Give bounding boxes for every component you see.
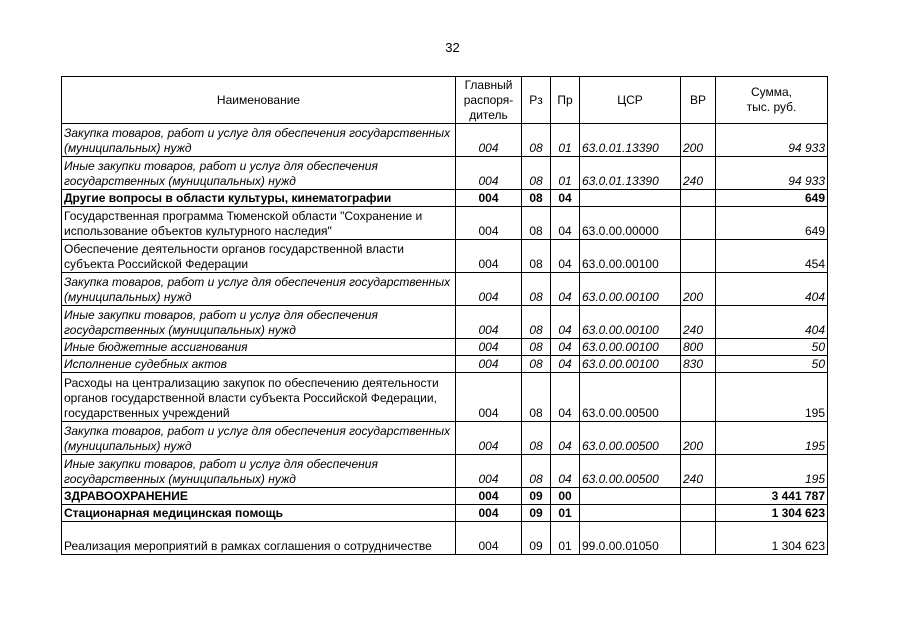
row-sum: 50 xyxy=(716,339,828,356)
header-row xyxy=(62,77,828,124)
table-row xyxy=(62,190,828,207)
row-csr: 63.0.00.00100 xyxy=(580,273,681,306)
row-name: Закупка товаров, работ и услуг для обеспечения государственных (муниципальных) нужд xyxy=(62,422,456,455)
row-pr: 04 xyxy=(551,339,580,356)
row-rz: 09 xyxy=(522,488,551,505)
row-sum: 1 304 623 xyxy=(716,505,828,522)
header-grbs xyxy=(456,77,522,124)
row-rz: 09 xyxy=(522,522,551,555)
row-vr: 240 xyxy=(681,157,716,190)
row-sum: 404 xyxy=(716,306,828,339)
header-csr: ЦСР xyxy=(580,77,681,124)
row-grbs: 004 xyxy=(456,455,522,488)
table-row xyxy=(62,356,828,373)
row-sum: 649 xyxy=(716,190,828,207)
row-name: Иные закупки товаров, работ и услуг для обеспечения государственных (муниципальных) нужд xyxy=(62,306,456,339)
header-vr: ВР xyxy=(681,77,716,124)
page-number: 32 xyxy=(445,40,460,55)
row-csr: 63.0.00.00100 xyxy=(580,356,681,373)
row-name: Закупка товаров, работ и услуг для обеспечения государственных (муниципальных) нужд xyxy=(62,124,456,157)
row-pr: 04 xyxy=(551,240,580,273)
row-pr: 00 xyxy=(551,488,580,505)
row-csr: 63.0.00.00500 xyxy=(580,422,681,455)
row-vr xyxy=(681,190,716,207)
row-csr xyxy=(580,488,681,505)
row-csr: 63.0.01.13390 xyxy=(580,157,681,190)
row-grbs: 004 xyxy=(456,339,522,356)
header-grbs-line3: дитель xyxy=(469,107,508,122)
table-row xyxy=(62,124,828,157)
row-csr: 63.0.00.00100 xyxy=(580,339,681,356)
row-sum: 94 933 xyxy=(716,124,828,157)
row-name: Стационарная медицинская помощь xyxy=(62,505,456,522)
row-rz: 08 xyxy=(522,190,551,207)
row-vr xyxy=(681,207,716,240)
row-name: Государственная программа Тюменской области "Сохранение и использование объектов культурного наследия" xyxy=(62,207,456,240)
row-vr: 240 xyxy=(681,455,716,488)
row-csr: 63.0.01.13390 xyxy=(580,124,681,157)
row-csr: 63.0.00.00000 xyxy=(580,207,681,240)
header-sum xyxy=(716,77,828,124)
table-row xyxy=(62,306,828,339)
row-rz: 08 xyxy=(522,356,551,373)
row-rz: 08 xyxy=(522,455,551,488)
table-row xyxy=(62,422,828,455)
table-row xyxy=(62,488,828,505)
row-grbs: 004 xyxy=(456,124,522,157)
row-vr: 200 xyxy=(681,124,716,157)
row-pr: 04 xyxy=(551,455,580,488)
table-body xyxy=(62,124,828,555)
row-grbs: 004 xyxy=(456,422,522,455)
row-rz: 08 xyxy=(522,306,551,339)
row-sum: 195 xyxy=(716,455,828,488)
row-vr xyxy=(681,522,716,555)
header-name: Наименование xyxy=(62,77,456,124)
row-grbs: 004 xyxy=(456,190,522,207)
row-pr: 04 xyxy=(551,422,580,455)
row-csr xyxy=(580,190,681,207)
row-rz: 08 xyxy=(522,157,551,190)
row-sum: 1 304 623 xyxy=(716,522,828,555)
row-name: Иные закупки товаров, работ и услуг для обеспечения государственных (муниципальных) нужд xyxy=(62,455,456,488)
row-rz: 08 xyxy=(522,207,551,240)
row-grbs: 004 xyxy=(456,488,522,505)
row-vr: 200 xyxy=(681,273,716,306)
table-row xyxy=(62,373,828,422)
row-rz: 08 xyxy=(522,339,551,356)
row-csr: 63.0.00.00500 xyxy=(580,373,681,422)
row-csr: 99.0.00.01050 xyxy=(580,522,681,555)
row-name: Другие вопросы в области культуры, кинематографии xyxy=(62,190,456,207)
budget-table xyxy=(61,76,828,555)
row-name: Иные бюджетные ассигнования xyxy=(62,339,456,356)
row-pr: 01 xyxy=(551,124,580,157)
row-name: Исполнение судебных актов xyxy=(62,356,456,373)
row-name: Расходы на централизацию закупок по обеспечению деятельности органов государственной власти субъекта Российской Федерации, государственных учреждений xyxy=(62,373,456,422)
row-csr: 63.0.00.00100 xyxy=(580,240,681,273)
row-pr: 04 xyxy=(551,190,580,207)
table-row xyxy=(62,522,828,555)
row-csr xyxy=(580,505,681,522)
header-sum-line1: Сумма, xyxy=(750,85,793,99)
row-vr: 200 xyxy=(681,422,716,455)
row-vr xyxy=(681,373,716,422)
row-grbs: 004 xyxy=(456,505,522,522)
row-pr: 04 xyxy=(551,356,580,373)
row-vr xyxy=(681,488,716,505)
row-name: ЗДРАВООХРАНЕНИЕ xyxy=(62,488,456,505)
header-rz: Рз xyxy=(522,77,551,124)
row-grbs: 004 xyxy=(456,157,522,190)
row-csr: 63.0.00.00100 xyxy=(580,306,681,339)
row-sum: 94 933 xyxy=(716,157,828,190)
row-sum: 195 xyxy=(716,373,828,422)
row-grbs: 004 xyxy=(456,373,522,422)
header-grbs-line2: распоря- xyxy=(463,92,514,107)
header-pr: Пр xyxy=(551,77,580,124)
row-name: Иные закупки товаров, работ и услуг для обеспечения государственных (муниципальных) нужд xyxy=(62,157,456,190)
row-grbs: 004 xyxy=(456,207,522,240)
row-sum: 195 xyxy=(716,422,828,455)
row-rz: 08 xyxy=(522,422,551,455)
table-row xyxy=(62,505,828,522)
row-vr: 240 xyxy=(681,306,716,339)
row-grbs: 004 xyxy=(456,356,522,373)
table-row xyxy=(62,207,828,240)
row-sum: 3 441 787 xyxy=(716,488,828,505)
row-sum: 454 xyxy=(716,240,828,273)
row-pr: 04 xyxy=(551,306,580,339)
header-grbs-line1: Главный xyxy=(464,77,513,92)
row-vr xyxy=(681,240,716,273)
row-rz: 08 xyxy=(522,273,551,306)
table-row xyxy=(62,157,828,190)
row-name: Закупка товаров, работ и услуг для обеспечения государственных (муниципальных) нужд xyxy=(62,273,456,306)
row-rz: 08 xyxy=(522,373,551,422)
row-sum: 404 xyxy=(716,273,828,306)
row-pr: 04 xyxy=(551,273,580,306)
header-sum-line2: тыс. руб. xyxy=(746,100,797,114)
row-pr: 04 xyxy=(551,373,580,422)
table-row xyxy=(62,455,828,488)
row-csr: 63.0.00.00500 xyxy=(580,455,681,488)
row-pr: 01 xyxy=(551,157,580,190)
row-vr: 830 xyxy=(681,356,716,373)
row-name: Реализация мероприятий в рамках соглашения о сотрудничестве xyxy=(62,522,456,555)
row-pr: 04 xyxy=(551,207,580,240)
row-vr: 800 xyxy=(681,339,716,356)
row-sum: 50 xyxy=(716,356,828,373)
row-name: Обеспечение деятельности органов государственной власти субъекта Российской Федерации xyxy=(62,240,456,273)
row-vr xyxy=(681,505,716,522)
row-rz: 08 xyxy=(522,240,551,273)
row-sum: 649 xyxy=(716,207,828,240)
row-grbs: 004 xyxy=(456,273,522,306)
row-grbs: 004 xyxy=(456,306,522,339)
row-pr: 01 xyxy=(551,505,580,522)
table-header xyxy=(62,77,828,124)
row-rz: 09 xyxy=(522,505,551,522)
row-rz: 08 xyxy=(522,124,551,157)
table-row xyxy=(62,339,828,356)
table-row xyxy=(62,240,828,273)
row-grbs: 004 xyxy=(456,240,522,273)
row-grbs: 004 xyxy=(456,522,522,555)
row-pr: 01 xyxy=(551,522,580,555)
table-row xyxy=(62,273,828,306)
